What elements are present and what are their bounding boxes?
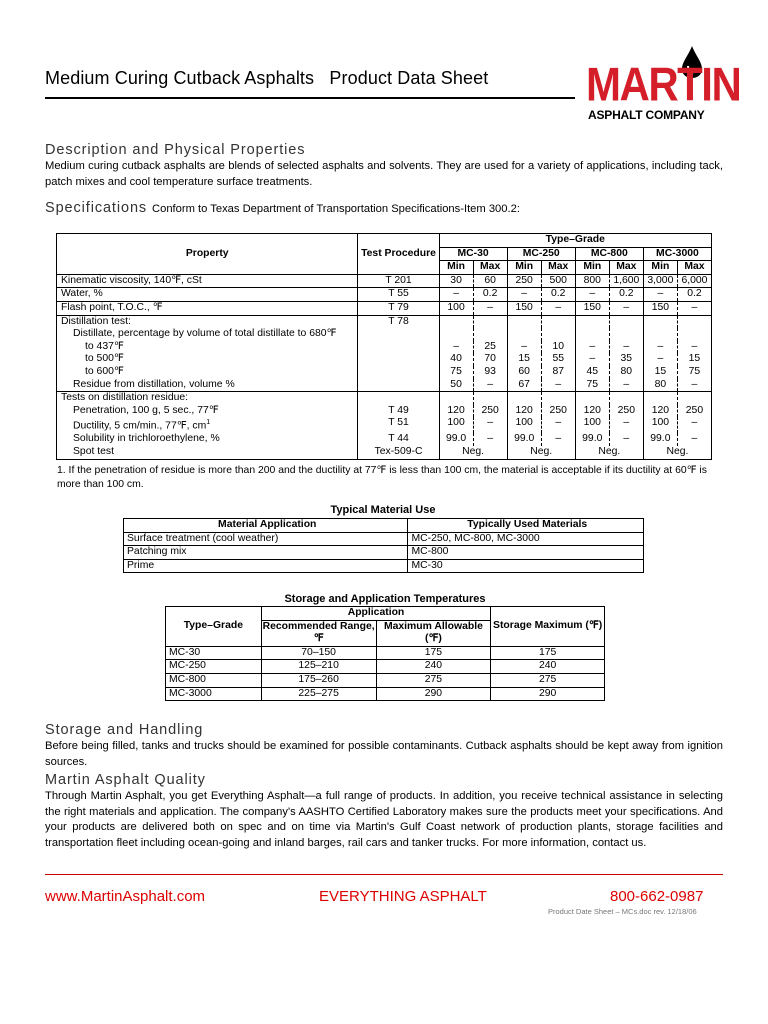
spec-value: [473, 315, 507, 328]
table-cell: MC-800: [166, 673, 262, 687]
spec-value: [507, 392, 541, 405]
spec-value: [439, 392, 473, 405]
spec-value: –: [473, 301, 507, 315]
spec-property: Penetration, 100 g, 5 sec., 77℉: [73, 404, 219, 416]
spec-value: –: [677, 417, 711, 433]
header-typical-materials: Typically Used Materials: [408, 519, 644, 533]
document-reference: Product Date Sheet – MCs.doc rev. 12/18/06: [548, 907, 697, 916]
spec-test-procedure: [358, 341, 439, 354]
description-heading: Description and Physical Properties: [45, 142, 306, 158]
spec-value: 100: [575, 417, 609, 433]
spec-test-procedure: [358, 392, 439, 405]
spec-test-procedure: T 201: [358, 274, 439, 288]
table-cell: 225–275: [261, 687, 376, 701]
spec-value: –: [473, 433, 507, 446]
spec-value: [677, 315, 711, 328]
spec-property-cell: [57, 392, 358, 405]
specifications-heading-line: [45, 200, 520, 216]
typical-use-caption: Typical Material Use: [330, 504, 436, 516]
phone-number[interactable]: 800-662-0987: [610, 888, 704, 905]
tagline: EVERYTHING ASPHALT: [319, 888, 487, 905]
spec-value: [439, 315, 473, 328]
spec-value: 87: [541, 366, 575, 379]
spec-value: 40: [439, 353, 473, 366]
spec-value: –: [677, 379, 711, 392]
header-grade: MC-250: [507, 247, 575, 261]
spec-value: 150: [643, 301, 677, 315]
spec-value: 150: [575, 301, 609, 315]
spec-value: 55: [541, 353, 575, 366]
header-min: Min: [575, 261, 609, 275]
spec-value: –: [677, 341, 711, 354]
spec-property-cell: [57, 353, 358, 366]
header-min: Min: [507, 261, 541, 275]
spec-value: 60: [473, 274, 507, 288]
header-maximum-allowable: Maximum Allowable (℉): [376, 620, 491, 646]
header-application: Application: [261, 607, 491, 621]
spec-test-procedure: T 49: [358, 405, 439, 418]
spec-value: [473, 328, 507, 341]
spec-value: –: [609, 379, 643, 392]
spec-value: [541, 315, 575, 328]
spec-value: 99.0: [643, 433, 677, 446]
spec-value: 0.2: [609, 288, 643, 302]
storage-handling-text: Before being filled, tanks and trucks should be examined for possible contaminants. Cutback asphalts should be kept away from ignition sources.: [45, 740, 723, 768]
spec-test-procedure: T 78: [358, 315, 439, 328]
table-cell: 175: [491, 646, 605, 660]
spec-value: 120: [575, 405, 609, 418]
spec-value: 80: [643, 379, 677, 392]
logo-wordmark: MARTIN: [586, 58, 741, 111]
spec-property-cell: [57, 341, 358, 354]
spec-value: [643, 315, 677, 328]
header-max: Max: [677, 261, 711, 275]
spec-row: [57, 417, 712, 433]
spec-test-procedure: T 44: [358, 433, 439, 446]
storage-temps-caption: Storage and Application Temperatures: [284, 593, 486, 605]
spec-row: [57, 379, 712, 392]
spec-value: 75: [575, 379, 609, 392]
spec-property: Distillate, percentage by volume of total distillate to 680℉: [73, 328, 337, 340]
spec-property: Water, %: [61, 288, 103, 300]
spec-value: –: [643, 353, 677, 366]
spec-property: Distillation test:: [61, 315, 131, 327]
spec-value: –: [677, 301, 711, 315]
footnote-marker: 1: [206, 419, 211, 427]
header-storage-maximum: Storage Maximum (℉): [491, 607, 605, 647]
spec-value: –: [575, 288, 609, 302]
table-cell: MC-3000: [166, 687, 262, 701]
header-min: Min: [439, 261, 473, 275]
spec-value: –: [643, 341, 677, 354]
spec-value: 120: [439, 405, 473, 418]
header-type-grade: Type–Grade: [439, 234, 711, 248]
spec-value: 25: [473, 341, 507, 354]
quality-text: Through Martin Asphalt, you get Everything Asphalt—a full range of products. In addition, you receive technical assistance in selecting the right materials and application. The company's AASHTO Certified Laboratory makes sure the products meet your specifications. And your products are delivered both on spec and on time via Martin's Gulf Coast network of production plants, storage facilities and transportation fleet including ocean-going and inland barges, rail cars and tanker trucks. For more information, contact us.: [45, 790, 723, 849]
table-row: [166, 687, 605, 701]
spec-property-cell: [57, 417, 358, 433]
header-test-procedure: Test Procedure: [358, 234, 439, 275]
spec-value: –: [575, 353, 609, 366]
spec-value: –: [541, 301, 575, 315]
spec-value: [643, 392, 677, 405]
spec-value: [575, 328, 609, 341]
table-cell: Prime: [124, 559, 408, 573]
spec-test-procedure: T 51: [358, 417, 439, 433]
spec-value: [507, 328, 541, 341]
header-grade: MC-800: [575, 247, 643, 261]
table-row: [166, 646, 605, 660]
header-property: Property: [57, 234, 358, 275]
table-cell: MC-800: [408, 546, 644, 560]
header-recommended-range: Recommended Range, ℉: [261, 620, 376, 646]
spec-value: 93: [473, 366, 507, 379]
spec-row: [57, 405, 712, 418]
spec-value: 100: [507, 417, 541, 433]
spec-property: Tests on distillation residue:: [61, 392, 189, 404]
header-type-grade: Type–Grade: [166, 607, 262, 647]
spec-value: –: [541, 379, 575, 392]
spec-value: [439, 328, 473, 341]
header-min: Min: [643, 261, 677, 275]
spec-value: [575, 392, 609, 405]
spec-test-procedure: T 55: [358, 288, 439, 302]
spec-value: 3,000: [643, 274, 677, 288]
spec-value: 10: [541, 341, 575, 354]
spec-test-procedure: [358, 366, 439, 379]
spec-property-cell: [57, 433, 358, 446]
spec-value: Neg.: [643, 446, 711, 459]
logo-subtitle: ASPHALT COMPANY: [588, 108, 705, 122]
spec-value: 0.2: [473, 288, 507, 302]
spec-value: –: [439, 288, 473, 302]
table-cell: 240: [376, 660, 491, 674]
spec-row: [57, 353, 712, 366]
spec-property: to 600℉: [85, 365, 124, 377]
spec-row: [57, 315, 712, 328]
header-max: Max: [609, 261, 643, 275]
spec-value: 800: [575, 274, 609, 288]
spec-property-cell: [57, 288, 358, 302]
specifications-footnote: 1. If the penetration of residue is more than 200 and the ductility at 77℉ is less than 100 cm, the material is acceptable if its ductility at 60℉ is more than 100 cm.: [57, 465, 707, 490]
spec-value: 0.2: [541, 288, 575, 302]
spec-row: [57, 433, 712, 446]
spec-value: 30: [439, 274, 473, 288]
spec-value: 75: [439, 366, 473, 379]
spec-value: 100: [439, 417, 473, 433]
storage-handling-heading: Storage and Handling: [45, 722, 204, 738]
spec-property: Residue from distillation, volume %: [73, 378, 235, 390]
spec-value: Neg.: [439, 446, 507, 459]
spec-property-cell: [57, 366, 358, 379]
spec-value: –: [473, 379, 507, 392]
spec-value: 50: [439, 379, 473, 392]
quality-heading: Martin Asphalt Quality: [45, 772, 206, 788]
spec-value: 250: [473, 405, 507, 418]
table-cell: MC-30: [408, 559, 644, 573]
specifications-table: [56, 233, 712, 460]
spec-value: –: [643, 288, 677, 302]
table-cell: 275: [491, 673, 605, 687]
spec-property-cell: [57, 274, 358, 288]
spec-property: to 500℉: [85, 353, 124, 365]
spec-property-cell: [57, 379, 358, 392]
martin-logo: [584, 44, 741, 124]
spec-value: 67: [507, 379, 541, 392]
spec-row: [57, 328, 712, 341]
spec-property: Ductility, 5 cm/min., 77℉, cm: [73, 420, 207, 432]
spec-value: [677, 328, 711, 341]
spec-value: 99.0: [439, 433, 473, 446]
spec-value: 99.0: [575, 433, 609, 446]
spec-value: 1,600: [609, 274, 643, 288]
spec-value: 250: [507, 274, 541, 288]
spec-property: to 437℉: [85, 340, 124, 352]
spec-value: 250: [609, 405, 643, 418]
spec-value: 150: [507, 301, 541, 315]
table-cell: 275: [376, 673, 491, 687]
spec-value: –: [507, 288, 541, 302]
spec-value: [677, 392, 711, 405]
spec-value: 15: [677, 353, 711, 366]
description-text: Medium curing cutback asphalts are blends of selected asphalts and solvents. They are used for a variety of applications, including tack, patch mixes and cool temperature surface treatments.: [45, 160, 723, 188]
spec-value: [609, 392, 643, 405]
spec-value: –: [473, 417, 507, 433]
specifications-heading: Specifications: [45, 200, 148, 216]
table-cell: 125–210: [261, 660, 376, 674]
spec-value: 75: [677, 366, 711, 379]
spec-property: Flash point, T.O.C., ℉: [61, 301, 163, 313]
header-grade: MC-3000: [643, 247, 711, 261]
spec-value: 15: [507, 353, 541, 366]
spec-value: –: [439, 341, 473, 354]
spec-value: –: [507, 341, 541, 354]
spec-value: 35: [609, 353, 643, 366]
header-max: Max: [473, 261, 507, 275]
table-cell: MC-250: [166, 660, 262, 674]
spec-value: 500: [541, 274, 575, 288]
spec-value: [643, 328, 677, 341]
title-rule: [45, 97, 575, 99]
page-title: Medium Curing Cutback Asphalts Product Data Sheet: [45, 68, 489, 88]
spec-value: –: [609, 433, 643, 446]
table-cell: 175–260: [261, 673, 376, 687]
spec-value: [473, 392, 507, 405]
spec-test-procedure: Tex-509-C: [358, 446, 439, 459]
spec-property: Spot test: [73, 445, 115, 457]
table-cell: Patching mix: [124, 546, 408, 560]
spec-value: 250: [677, 405, 711, 418]
spec-property: Kinematic viscosity, 140℉, cSt: [61, 274, 202, 286]
spec-value: –: [609, 301, 643, 315]
spec-row: [57, 274, 712, 288]
spec-value: [541, 328, 575, 341]
spec-value: 0.2: [677, 288, 711, 302]
spec-value: 70: [473, 353, 507, 366]
spec-property-cell: [57, 301, 358, 315]
specifications-note: Conform to Texas Department of Transportation Specifications-Item 300.2:: [152, 203, 520, 215]
table-cell: 240: [491, 660, 605, 674]
spec-value: 6,000: [677, 274, 711, 288]
spec-value: [609, 315, 643, 328]
spec-value: [507, 315, 541, 328]
table-cell: MC-30: [166, 646, 262, 660]
spec-property-cell: [57, 446, 358, 459]
spec-value: 99.0: [507, 433, 541, 446]
spec-value: 60: [507, 366, 541, 379]
spec-value: –: [541, 417, 575, 433]
table-cell: 290: [491, 687, 605, 701]
table-cell: 175: [376, 646, 491, 660]
spec-property-cell: [57, 315, 358, 328]
table-cell: 70–150: [261, 646, 376, 660]
spec-row: [57, 392, 712, 405]
spec-value: –: [609, 417, 643, 433]
spec-test-procedure: [358, 379, 439, 392]
spec-value: 45: [575, 366, 609, 379]
storage-temps-table: [165, 606, 605, 701]
header-max: Max: [541, 261, 575, 275]
spec-test-procedure: T 79: [358, 301, 439, 315]
table-row: [166, 673, 605, 687]
spec-value: 100: [643, 417, 677, 433]
header-grade: MC-30: [439, 247, 507, 261]
spec-value: [609, 328, 643, 341]
website-link[interactable]: www.MartinAsphalt.com: [45, 888, 206, 905]
table-row: [124, 532, 644, 546]
spec-value: 120: [507, 405, 541, 418]
spec-row: [57, 446, 712, 459]
footer-rule: [45, 874, 723, 875]
spec-row: [57, 288, 712, 302]
spec-value: 100: [439, 301, 473, 315]
table-cell: MC-250, MC-800, MC-3000: [408, 532, 644, 546]
spec-value: [575, 315, 609, 328]
spec-value: –: [609, 341, 643, 354]
spec-value: [541, 392, 575, 405]
spec-test-procedure: [358, 328, 439, 341]
spec-value: Neg.: [575, 446, 643, 459]
spec-test-procedure: [358, 353, 439, 366]
spec-value: –: [575, 341, 609, 354]
table-cell: Surface treatment (cool weather): [124, 532, 408, 546]
spec-row: [57, 366, 712, 379]
spec-value: –: [677, 433, 711, 446]
spec-value: –: [541, 433, 575, 446]
table-row: [166, 660, 605, 674]
table-cell: 290: [376, 687, 491, 701]
spec-value: 120: [643, 405, 677, 418]
table-row: [124, 559, 644, 573]
spec-property: Solubility in trichloroethylene, %: [73, 433, 220, 445]
spec-value: 15: [643, 366, 677, 379]
table-row: [124, 546, 644, 560]
header-material-application: Material Application: [124, 519, 408, 533]
spec-row: [57, 341, 712, 354]
spec-property-cell: [57, 405, 358, 418]
spec-property-cell: [57, 328, 358, 341]
typical-use-table: [123, 518, 644, 573]
spec-row: [57, 301, 712, 315]
spec-value: 250: [541, 405, 575, 418]
spec-value: Neg.: [507, 446, 575, 459]
spec-value: 80: [609, 366, 643, 379]
